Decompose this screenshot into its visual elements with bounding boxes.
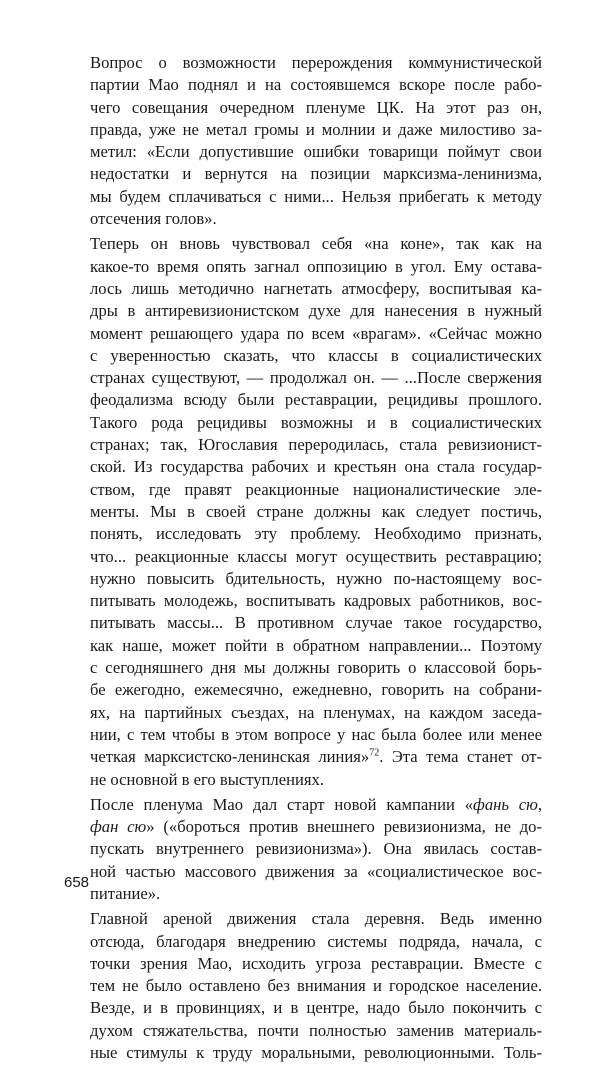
paragraph-1 xyxy=(64,52,542,230)
page-number: 658 xyxy=(64,874,90,891)
text-line: нии, с тем чтобы в этом вопросе у нас была более или менее xyxy=(90,724,542,744)
text-line: отсечения голов». xyxy=(90,209,217,229)
text-line: чего совещания очередном пленуме ЦК. На этот раз он, xyxy=(90,97,542,117)
footnote-ref: 72 xyxy=(369,747,380,759)
text-line: Везде, и в провинциях, и в центре, надо было покончить с xyxy=(90,998,542,1018)
text-line: ством, где правят реакционные националистические эле- xyxy=(90,479,542,499)
text-line: мы будем сплачиваться с ними... Нельзя прибегать к методу xyxy=(90,186,542,206)
text-line: тем не было оставлено без внимания и городское население. xyxy=(90,976,542,996)
text-line: духом стяжательства, почти полностью заменив материаль- xyxy=(90,1020,542,1040)
text-line: ской. Из государства рабочих и крестьян она стала государ- xyxy=(90,457,542,477)
text-line: Теперь он вновь чувствовал себя «на коне», так как на xyxy=(90,234,542,254)
text-line: правда, уже не метал громы и молнии и даже милостиво за- xyxy=(90,119,542,139)
paragraph-4 xyxy=(64,908,542,1064)
text-line: питывать массы... В противном случае такое государство, xyxy=(90,613,542,633)
text-line: нужно повысить бдительность, нужно по-настоящему вос- xyxy=(90,568,542,588)
text-line-with-italic xyxy=(64,816,542,838)
text-line: понять, исследовать эту проблему. Необходимо признать, xyxy=(90,524,542,544)
text-line: не основной в его выступлениях. xyxy=(90,769,324,789)
text-line: ной частью массового движения за «социалистическое вос- xyxy=(90,861,542,881)
text-line: с сегодняшнего дня мы должны говорить о классовой борь- xyxy=(90,658,542,678)
text-fragment: После пленума Мао дал старт новой кампании « xyxy=(90,794,474,814)
text-line-with-footnote xyxy=(64,746,542,768)
text-line: питывать молодежь, воспитывать кадровых работников, вос- xyxy=(90,591,542,611)
paragraph-3 xyxy=(64,794,542,905)
text-line: Главной ареной движения стала деревня. Ведь именно xyxy=(90,909,542,929)
text-line: Такого рода рецидивы возможны и в социалистических xyxy=(90,412,542,432)
text-line: партии Мао поднял и на состоявшемся вскоре после рабо- xyxy=(90,75,542,95)
italic-term: фань сю, xyxy=(473,794,542,814)
text-line: менты. Мы в своей стране должны как следует постичь, xyxy=(90,501,542,521)
text-line: точки зрения Мао, исходить угроза реставрации. Вместе с xyxy=(90,953,542,973)
text-line: ные стимулы к труду моральными, революционными. Толь- xyxy=(90,1043,542,1063)
text-line: Вопрос о возможности перерождения коммунистической xyxy=(90,53,542,72)
text-fragment: » («бороться против внешнего ревизионизма, не до- xyxy=(146,817,542,837)
text-line: недостатки и вернутся на позиции марксизма-ленинизма, xyxy=(90,164,542,184)
text-line: метил: «Если допустившие ошибки товарищи поймут свои xyxy=(90,142,542,162)
text-line: отсюда, благодаря внедрению системы подряда, начала, с xyxy=(90,931,542,951)
text-line: питание». xyxy=(90,883,161,903)
text-line: лось лишь методично нагнетать атмосферу, воспитывая ка- xyxy=(90,278,542,298)
body-text xyxy=(64,52,542,1067)
text-line: ях, на партийных съездах, на пленумах, на каждом заседа- xyxy=(90,702,542,722)
italic-term: фан сю xyxy=(90,817,147,837)
text-line: феодализма всюду были реставрации, рецидивы прошлого. xyxy=(90,390,542,410)
text-fragment: четкая марксистско-ленинская линия» xyxy=(90,747,370,767)
text-line: момент решающего удара по всем «врагам». «Сейчас можно xyxy=(90,323,542,343)
text-line: бе ежегодно, ежемесячно, ежедневно, говорить на собрани- xyxy=(90,680,542,700)
paragraph-2 xyxy=(64,233,542,790)
text-line: как наше, может пойти в обратном направлении... Поэтому xyxy=(90,635,542,655)
text-line: дры в антиревизионистском духе для нанесения в нужный xyxy=(90,301,542,321)
text-line: странах существуют, — продолжал он. — ...После свержения xyxy=(90,368,542,388)
text-line: пускать внутреннего ревизионизма»). Она явилась состав- xyxy=(90,839,542,859)
text-line: странах; так, Югославия переродилась, стала ревизионист- xyxy=(90,435,542,455)
text-line: что... реакционные классы могут осуществить реставрацию; xyxy=(90,546,542,566)
text-line: с уверенностью сказать, что классы в социалистических xyxy=(90,345,542,365)
text-line-with-italic xyxy=(64,794,542,816)
text-fragment: . Эта тема станет от- xyxy=(379,747,542,767)
text-line: какое-то время опять загнал оппозицию в угол. Ему остава- xyxy=(90,256,542,276)
